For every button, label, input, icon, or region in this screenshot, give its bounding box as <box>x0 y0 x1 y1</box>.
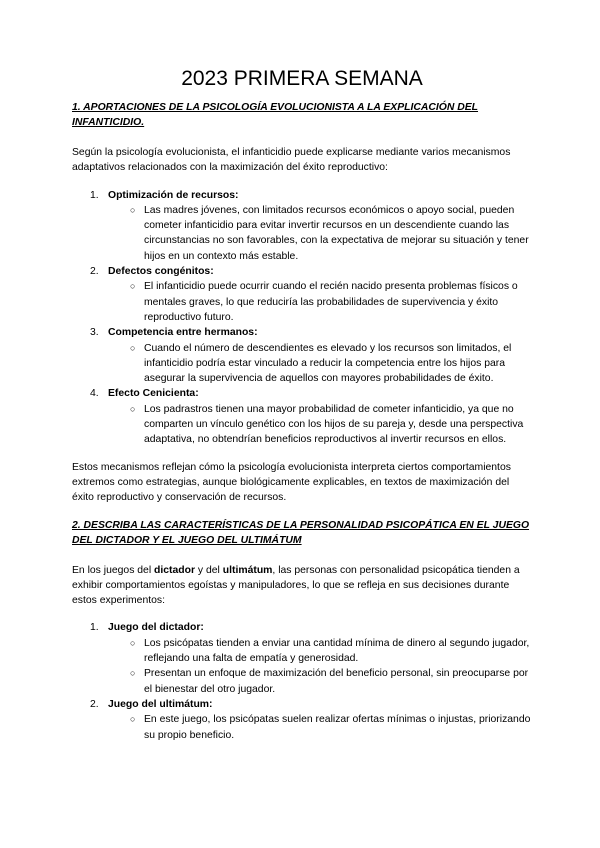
sub-bullet: ○ Cuando el número de descendientes es elevado y los recursos son limitados, el infanticidio podría estar vinculado a reducir la competencia entre los hijos para asegurar la supervivencia de aquellos con mayores probabilidades de éxito. <box>130 342 512 385</box>
section2-list <box>72 620 532 742</box>
section1-conclusion: Estos mecanismos reflejan cómo la psicología evolucionista interpreta ciertos comportamientos extremos como estrategias, aunque biológicamente explicables, en textos de maximización del éxito reproductivo y conservación de recursos. <box>72 461 511 504</box>
circle-bullet-icon: ○ <box>130 403 136 414</box>
circle-bullet-icon: ○ <box>130 281 136 292</box>
document-page <box>72 66 532 743</box>
list-item <box>72 264 532 325</box>
section2-heading: 2. DESCRIBA LAS CARACTERÍSTICAS DE LA PERSONALIDAD PSICOPÁTICA EN EL JUEGO DEL DICTADOR Y EL JUEGO DEL ULTIMÁTUM <box>72 519 530 546</box>
section1-heading: 1. APORTACIONES DE LA PSICOLOGÍA EVOLUCIONISTA A LA EXPLICACIÓN DEL INFANTICIDIO. <box>72 102 479 128</box>
circle-bullet-icon: ○ <box>130 714 136 725</box>
item-number: 4. <box>90 388 99 400</box>
circle-bullet-icon: ○ <box>130 204 136 215</box>
list-item <box>72 386 532 447</box>
item-label: Competencia entre hermanos: <box>108 327 258 339</box>
section1-list <box>72 188 532 448</box>
item-label: Defectos congénitos: <box>108 266 214 278</box>
item-label: Efecto Cenicienta: <box>108 388 199 400</box>
list-item <box>72 188 532 264</box>
item-number: 3. <box>90 327 99 339</box>
sub-bullet: ○ Presentan un enfoque de maximización del beneficio personal, sin preocuparse por el bienestar del otro jugador. <box>130 668 529 695</box>
item-label: Juego del ultimátum: <box>108 698 213 710</box>
item-label: Optimización de recursos: <box>108 189 239 201</box>
item-label: Juego del dictador: <box>108 622 204 634</box>
sub-bullet: ○ Las madres jóvenes, con limitados recursos económicos o apoyo social, pueden cometer infanticidio para evitar invertir recursos en un descendiente cuando las circunstancias no son favorables, con la expectativa de mejorar su situación y tener hijos en un contexto más estable. <box>130 204 529 262</box>
circle-bullet-icon: ○ <box>130 668 136 679</box>
list-item <box>72 325 532 386</box>
page-title: 2023 PRIMERA SEMANA <box>181 67 423 90</box>
list-item <box>72 620 532 696</box>
item-number: 2. <box>90 698 99 710</box>
item-number: 1. <box>90 622 99 634</box>
list-item <box>72 697 532 743</box>
item-number: 2. <box>90 266 99 278</box>
sub-bullet: ○ En este juego, los psicópatas suelen realizar ofertas mínimas o injustas, priorizando su propio beneficio. <box>130 714 531 741</box>
circle-bullet-icon: ○ <box>130 342 136 353</box>
circle-bullet-icon: ○ <box>130 637 136 648</box>
sub-bullet: ○ Los padrastros tienen una mayor probabilidad de cometer infanticidio, ya que no comparten un vínculo genético con los hijos de su pareja y, desde una perspectiva adaptativa, no obtendrían beneficios reproductivos al invertir recursos en ellos. <box>130 403 524 446</box>
sub-bullet: ○ El infanticidio puede ocurrir cuando el recién nacido presenta problemas físicos o mentales graves, lo que reduciría las probabilidades de supervivencia y éxito reproductivo futuro. <box>130 281 518 323</box>
section2-intro: En los juegos del dictador y del ultimátum, las personas con personalidad psicopática tienden a exhibir comportamientos egoístas y manipuladores, lo que se refleja en sus decisiones durante estos experimentos: <box>72 564 520 607</box>
sub-bullet: ○ Los psicópatas tienden a enviar una cantidad mínima de dinero al segundo jugador, reflejando una falta de empatía y generosidad. <box>130 637 530 665</box>
section1-intro: Según la psicología evolucionista, el infanticidio puede explicarse mediante varios mecanismos adaptativos relacionados con la maximización del éxito reproductivo: <box>72 147 511 174</box>
item-number: 1. <box>90 189 99 201</box>
